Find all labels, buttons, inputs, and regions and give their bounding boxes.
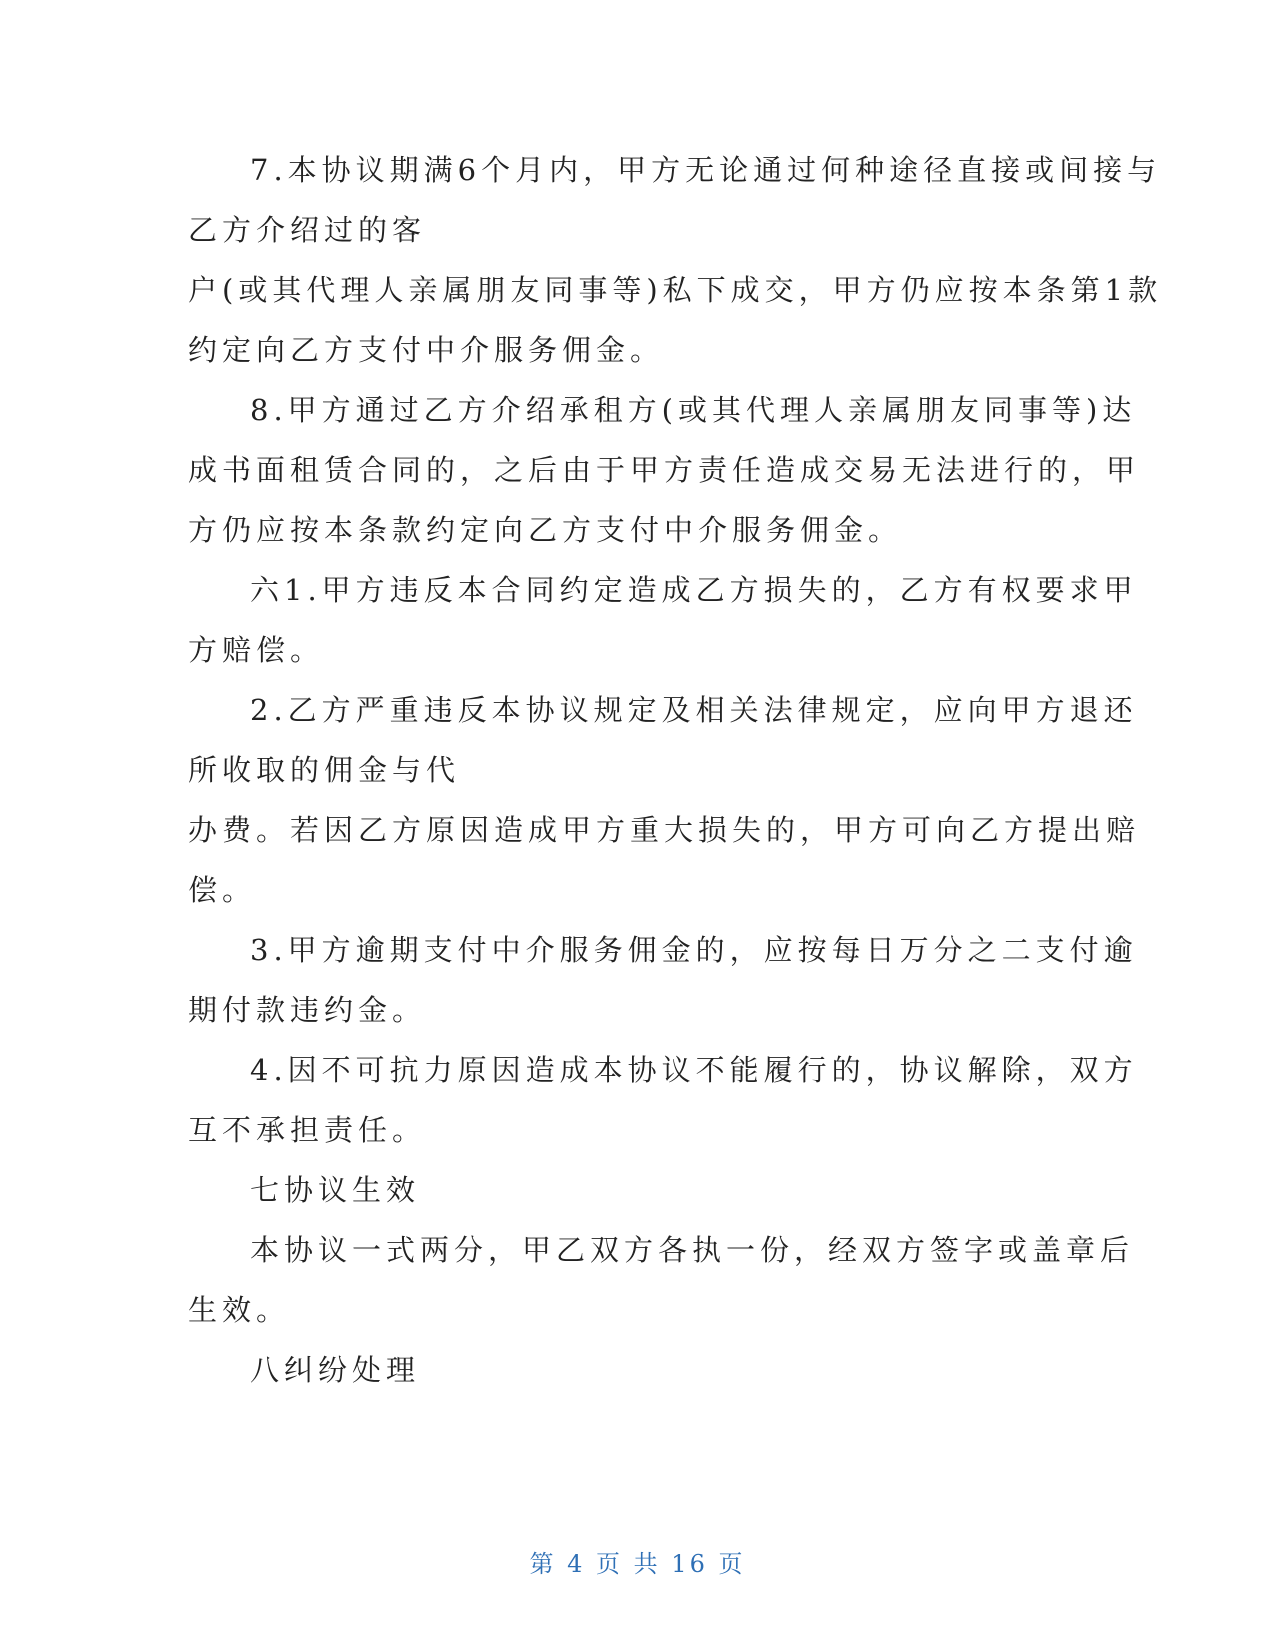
section-6-clause-4-line-1: 4.因不可抗力原因造成本协议不能履行的，协议解除，双方 — [250, 1053, 1138, 1087]
section-6-clause-3-line-1: 3.甲方逾期支付中介服务佣金的，应按每日万分之二支付逾 — [250, 933, 1138, 967]
document-body — [188, 140, 1163, 1400]
section-6-clause-2-line-3: 办费。若因乙方原因造成甲方重大损失的，甲方可向乙方提出赔 — [188, 813, 1141, 847]
section-6-clause-2-line-2: 所收取的佣金与代 — [188, 753, 461, 787]
clause-8-line-3: 方仍应按本条款约定向乙方支付中介服务佣金。 — [188, 513, 903, 547]
clause-7-line-3: 户(或其代理人亲属朋友同事等)私下成交，甲方仍应按本条第1款 — [188, 273, 1163, 307]
section-7-text-line-2: 生效。 — [188, 1293, 291, 1327]
section-6-clause-2-line-4: 偿。 — [188, 873, 257, 907]
section-6-clause-2-line-1: 2.乙方严重违反本协议规定及相关法律规定，应向甲方退还 — [250, 693, 1138, 727]
clause-8-line-2: 成书面租赁合同的，之后由于甲方责任造成交易无法进行的，甲 — [188, 453, 1141, 487]
section-8-heading: 八纠纷处理 — [250, 1353, 421, 1387]
section-6-clause-4-line-2: 互不承担责任。 — [188, 1113, 427, 1147]
clause-7-line-1: 7.本协议期满6个月内，甲方无论通过何种途径直接或间接与 — [250, 153, 1162, 187]
section-6-clause-3-line-2: 期付款违约金。 — [188, 993, 427, 1027]
clause-8-line-1: 8.甲方通过乙方介绍承租方(或其代理人亲属朋友同事等)达 — [250, 393, 1137, 427]
section-7-text-line-1: 本协议一式两分，甲乙双方各执一份，经双方签字或盖章后 — [250, 1233, 1135, 1267]
clause-7-line-2: 乙方介绍过的客 — [188, 213, 427, 247]
section-6-clause-1-line-2: 方赔偿。 — [188, 633, 325, 667]
clause-7-line-4: 约定向乙方支付中介服务佣金。 — [188, 333, 665, 367]
page-number: 第 4 页 共 16 页 — [529, 1550, 746, 1578]
section-7-heading: 七协议生效 — [250, 1173, 421, 1207]
section-6-clause-1-line-1: 六1.甲方违反本合同约定造成乙方损失的，乙方有权要求甲 — [250, 573, 1138, 607]
